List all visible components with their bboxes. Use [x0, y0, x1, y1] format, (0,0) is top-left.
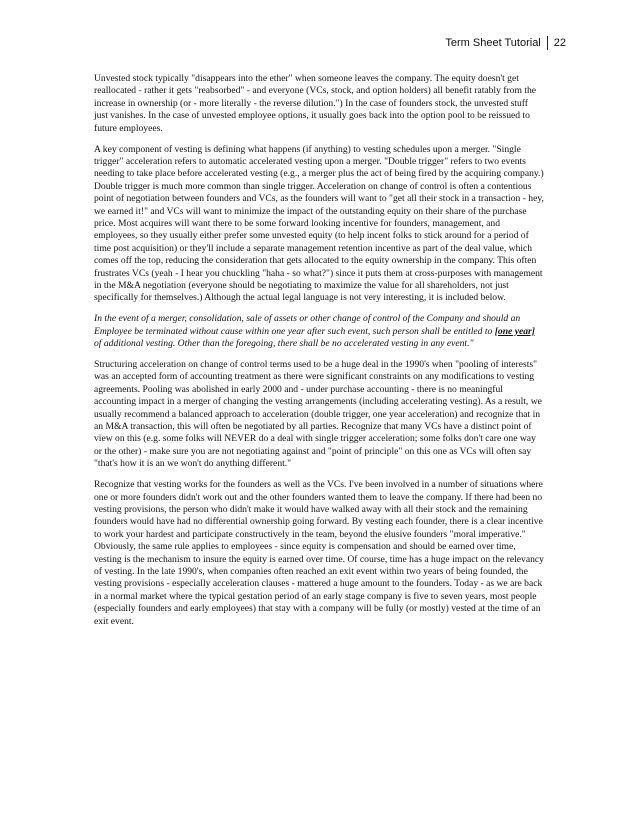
paragraph-vesting-founders: Recognize that vesting works for the founders as well as the VCs. I've been involved in a number of situations where one or more founders didn't work out and the other founders wanted them to leave the company. If there had been no vesting provisions, the person who didn't make it would have walked away with all their stock and the remaining founders would have had no differential ownership going forward. By vesting each founder, there is a clear incentive to work your hardest and participate constructively in the team, beyond the elusive founders "moral imperative." Obviously, the same rule applies to employees - since equity is compensation and should be earned over time, vesting is the mechanism to insure the equity is earned over time. Of course, time has a huge impact on the relevancy of vesting. In the late 1990's, when companies often reached an exit event within two years of being founded, the vesting provisions - especially acceleration clauses - mattered a huge amount to the founders. Today - as we are back in a normal market where the typical gestation period of an early stage company is five to seven years, most people (especially founders and early employees) that stay with a company will be fully (or mostly) vested at the time of an exit event. [94, 479, 544, 627]
paragraph-structuring-acceleration: Structuring acceleration on change of control terms used to be a huge deal in the 1990's when "pooling of interests" was an accepted form of accounting treatment as there were significant constraints on any modifications to vesting agreements. Pooling was abolished in early 2000 and - under purchase accounting - there is no meaningful accounting impact in a merger of changing the vesting arrangements (including accelerating vesting). As a result, we usually recommend a balanced approach to acceleration (double trigger, one year acceleration) and recognize that in an M&A transaction, this will often be negotiated by all parties. Recognize that many VCs have a distinct point of view on this (e.g. some folks will NEVER do a deal with single trigger acceleration; some folks don't care one way or the other) - make sure you are not negotiating against and "point of principle" on this one as VCs will often say "that's how it is an we won't do anything different." [94, 359, 542, 470]
legal-text-before: In the event of a merger, consolidation, sale of assets or other change of control of the Company and should an Employee be terminated without cause within one year after such event, such person shall be entitled to [94, 313, 521, 337]
header-title: Term Sheet Tutorial [445, 37, 541, 49]
body-text [94, 73, 544, 637]
paragraph-unvested-stock: Unvested stock typically "disappears into the ether" when someone leaves the company. The equity doesn't get reallocated - rather it gets "reabsorbed" - and everyone (VCs, stock, and option holders) all benefit ratably from the increase in ownership (or - more literally - the reverse dilution.") In the case of founders stock, the unvested stuff just vanishes. In the case of unvested employee options, it usually goes back into the option pool to be reissued to future employees. [94, 73, 537, 134]
paragraph-legal-language [94, 313, 544, 350]
paragraph-vesting-acceleration: A key component of vesting is defining what happens (if anything) to vesting schedules upon a merger. "Single trigger" acceleration refers to automatic accelerated vesting upon a merger. "Double trigger" refers to two events needing to take place before accelerated vesting (e.g., a merger plus the act of being fired by the acquiring company.) Double trigger is much more common than single trigger. Acceleration on change of control is often a contentious point of negotiation between founders and VCs, as the founders will want to "get all their stock in a transaction - hey, we earned it!" and VCs will want to minimize the impact of the outstanding equity on their share of the purchase price. Most acquires will want there to be some forward looking incentive for founders, management, and employees, so they usually either prefer some unvested equity (to help incent folks to stick around for a period of time post acquisition) or they'll include a separate management retention incentive as part of the deal value, which comes off the top, reducing the consideration that gets allocated to the equity ownership in the company. This often frustrates VCs (yeah - I hear you chuckling "haha - so what?") since it puts them at cross-purposes with management in the M&A negotiation (everyone should be negotiating to maximize the value for all shareholders, not just specifically for themselves.) Although the actual legal language is not very interesting, it is included below. [94, 143, 544, 304]
legal-text-after: of additional vesting. Other than the foregoing, there shall be no accelerated vesting in any event." [94, 338, 474, 350]
page-number: 22 [553, 37, 566, 49]
header-divider [547, 36, 548, 50]
legal-text-bold: [one year] [494, 325, 535, 337]
page-header [445, 36, 566, 50]
